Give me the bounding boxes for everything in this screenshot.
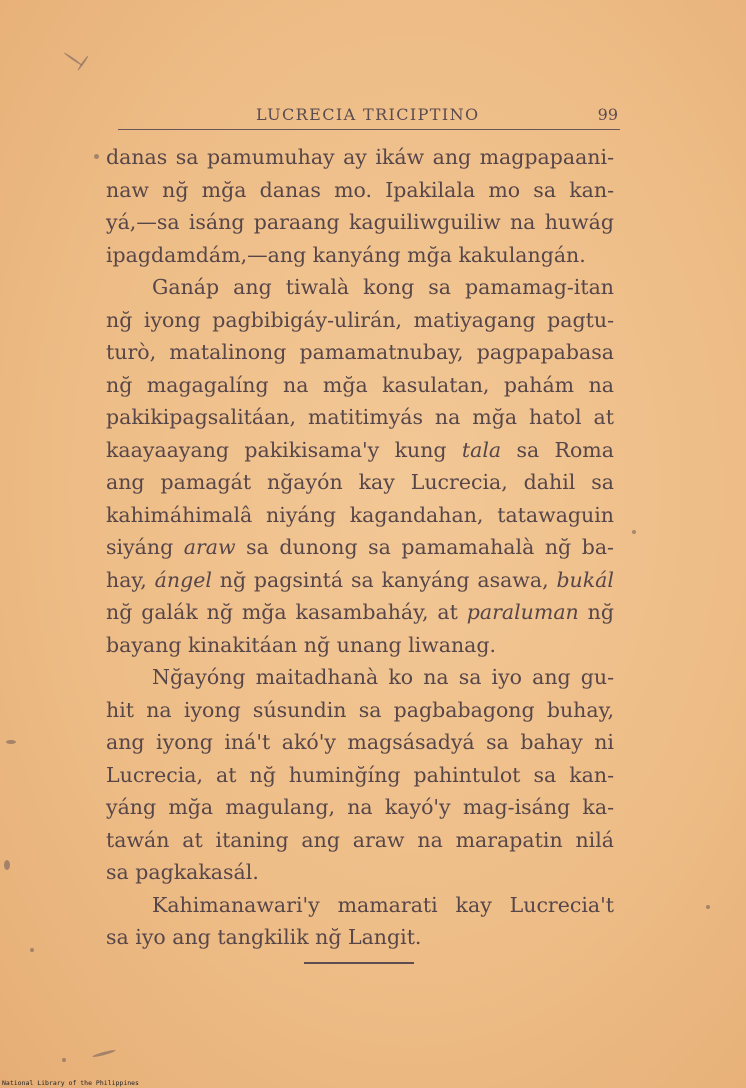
paper-speck <box>94 154 99 159</box>
text-segment: kaayaayang pakikisama'y kung <box>106 437 447 462</box>
text-line: tawán at itaning ang araw na marapatin nilá <box>106 827 614 852</box>
text-segment: siyáng <box>106 535 174 559</box>
text-segment: nğ <box>587 600 614 624</box>
text-line: Nğayóng maitadhanà ko na sa iyo ang gu- <box>152 665 614 689</box>
paper-speck <box>632 530 636 534</box>
italic-word: bukál <box>556 567 614 592</box>
paper-speck <box>30 948 34 952</box>
text-line: Ganáp ang tiwalà kong sa pamamag-itan <box>152 275 614 299</box>
text-line: ang iyong iná't akó'y magsásadyá sa bahay ni <box>106 730 614 754</box>
running-header <box>118 103 620 130</box>
italic-word: tala <box>461 437 502 462</box>
text-line: danas sa pamumuhay ay ikáw ang magpapaani- <box>106 145 614 169</box>
text-line: yá,—sa isáng paraang kaguiliwguiliw na huwág <box>106 210 614 234</box>
text-line: Lucrecia, at nğ huminğíng pahintulot sa kan- <box>106 762 614 787</box>
text-line: Kahimanawari'y mamarati kay Lucrecia't <box>152 892 614 917</box>
text-line: pakikipagsalitáan, matitimyás na mğa hatol at <box>106 405 614 429</box>
text-line: kahimáhimalâ niyáng kagandahan, tatawaguin <box>106 502 614 527</box>
text-line: yáng mğa magulang, na kayó'y mag-isáng ka- <box>106 795 614 819</box>
italic-word: araw <box>183 535 236 559</box>
text-line: turò, matalinong pamamatnubay, pagpapabasa <box>106 340 614 364</box>
library-credit: National Library of the Philippines <box>2 1079 139 1087</box>
text-line <box>106 596 614 629</box>
text-line: bayang kinakitáan nğ unang liwanag. <box>106 632 497 657</box>
text-line: hit na iyong súsundin sa pagbabagong buhay, <box>106 697 614 722</box>
paper-speck <box>706 905 710 909</box>
italic-word: paraluman <box>466 600 579 624</box>
text-segment: nğ galák nğ mğa kasambaháy, at <box>106 600 458 624</box>
paper-speck <box>4 860 10 870</box>
end-rule <box>304 962 414 964</box>
paper-speck <box>62 1058 66 1062</box>
text-segment: nğ pagsintá sa kanyáng asawa, <box>219 567 549 592</box>
text-line <box>106 564 614 597</box>
text-line: ang pamagát nğayón kay Lucrecia, dahil sa <box>106 470 614 494</box>
page-number: 99 <box>597 105 618 124</box>
body-text <box>106 141 614 954</box>
paper-speck <box>92 1049 116 1058</box>
text-line: ipagdamdám,—ang kanyáng mğa kakulangán. <box>106 242 586 267</box>
text-line <box>106 434 614 467</box>
text-line <box>106 531 614 564</box>
text-line: sa pagkakasál. <box>106 860 259 884</box>
text-segment: sa Roma <box>516 437 614 462</box>
text-line: nğ magagalíng na mğa kasulatan, pahám na <box>106 372 614 397</box>
text-segment: sa dunong sa pamamahalà nğ ba- <box>246 535 614 559</box>
text-line: naw nğ mğa danas mo. Ipakilala mo sa kan- <box>106 177 614 202</box>
text-line: sa iyo ang tangkilik nğ Langit. <box>106 925 422 949</box>
text-segment: hay, <box>106 567 147 592</box>
running-title: LUCRECIA TRICIPTINO <box>256 105 480 124</box>
text-line: nğ iyong pagbibigáy-ulirán, matiyagang pagtu- <box>106 307 614 332</box>
paper-speck <box>6 740 16 744</box>
italic-word: ángel <box>154 567 212 592</box>
